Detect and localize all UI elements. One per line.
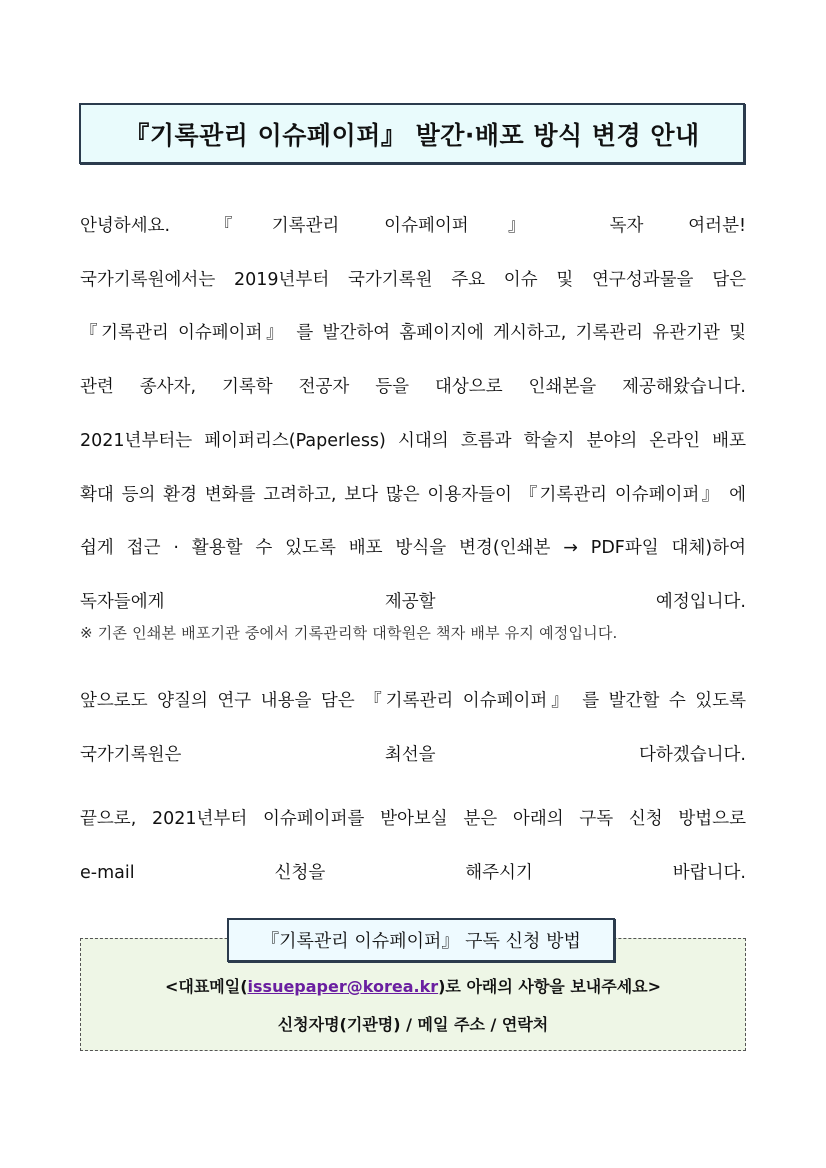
para2-line2: 확대 등의 환경 변화를 고려하고, 보다 많은 이용자들이 『기록관리 이슈페이퍼』 에 bbox=[80, 484, 746, 505]
page-title: 『기록관리 이슈페이퍼』 발간·배포 방식 변경 안내 bbox=[124, 120, 700, 150]
para1-line2: 『기록관리 이슈페이퍼』 를 발간하여 홈페이지에 게시하고, 기록관리 유관기관 및 bbox=[80, 323, 746, 343]
subscription-title: 『기록관리 이슈페이퍼』 구독 신청 방법 bbox=[227, 918, 615, 962]
para4-block bbox=[80, 793, 746, 900]
para4-line2: e-mail 신청을 해주시기 바랍니다. bbox=[80, 862, 746, 883]
title-box bbox=[79, 103, 745, 164]
para3-line1: 앞으로도 양질의 연구 내용을 담은 『기록관리 이슈페이퍼』 를 발간할 수 있도록 bbox=[80, 691, 746, 711]
email-link[interactable]: issuepaper@korea.kr bbox=[247, 977, 439, 996]
para1-line1: 국가기록원에서는 2019년부터 국가기록원 주요 이슈 및 연구성과물을 담은 bbox=[80, 269, 746, 290]
para2-block bbox=[80, 415, 746, 629]
para2-line3: 쉽게 접근 · 활용할 수 있도록 배포 방식을 변경(인쇄본 → PDF파일 대체)하여 bbox=[80, 538, 746, 558]
para3-block bbox=[80, 675, 746, 782]
note-text: ※ 기존 인쇄본 배포기관 중에서 기록관리학 대학원은 책자 배부 유지 예정입니다. bbox=[80, 624, 618, 642]
instruction-suffix: )로 아래의 사항을 보내주세요> bbox=[438, 977, 662, 996]
greeting: 안녕하세요. 『기록관리 이슈페이퍼』 독자 여러분! bbox=[80, 216, 746, 236]
para2-line4: 독자들에게 제공할 예정입니다. bbox=[80, 591, 746, 612]
instruction-prefix: <대표메일( bbox=[164, 977, 248, 996]
para4-line1: 끝으로, 2021년부터 이슈페이퍼를 받아보실 분은 아래의 구독 신청 방법으로 bbox=[80, 809, 746, 829]
greeting-block bbox=[80, 200, 746, 414]
subscription-fields: 신청자명(기관명) / 메일 주소 / 연락처 bbox=[277, 1015, 549, 1034]
subscription-instruction bbox=[80, 974, 746, 997]
para2-line1: 2021년부터는 페이퍼리스(Paperless) 시대의 흐름과 학술지 분야의 온라인 배포 bbox=[80, 431, 746, 451]
para1-line3: 관련 종사자, 기록학 전공자 등을 대상으로 인쇄본을 제공해왔습니다. bbox=[80, 376, 746, 397]
para3-line2: 국가기록원은 최선을 다하겠습니다. bbox=[80, 744, 746, 765]
